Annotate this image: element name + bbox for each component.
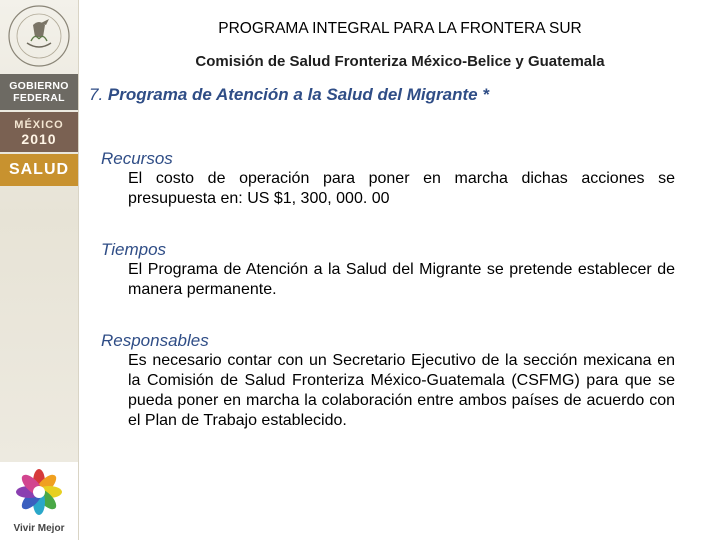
tiempos-block <box>101 240 681 300</box>
salud-badge <box>0 154 78 186</box>
block-heading: Tiempos <box>101 240 167 259</box>
page-subtitle: Comisión de Salud Fronteriza México-Belice y Guatemala <box>195 53 605 70</box>
salud-label: SALUD <box>8 161 70 178</box>
mexican-seal-icon <box>5 3 73 69</box>
block-text: El costo de operación para poner en marcha dichas acciones se presupuesta en: US $1, 300, 000. 00 <box>128 170 675 207</box>
mexico-2010-badge <box>0 112 78 152</box>
recursos-block <box>101 149 681 209</box>
vivir-mejor-flower-icon <box>13 466 65 518</box>
mexico-year: 2010 <box>21 131 57 147</box>
mexico-word: MÉXICO <box>14 119 64 131</box>
section-number: 7. <box>89 85 104 104</box>
vivir-mejor-label: Vivir Mejor <box>13 523 65 534</box>
gobierno-line-1: GOBIERNO <box>9 80 69 92</box>
block-heading: Recursos <box>101 149 173 168</box>
page-title: PROGRAMA INTEGRAL PARA LA FRONTERA SUR <box>218 20 582 37</box>
gobierno-federal-badge <box>0 74 78 110</box>
vivir-mejor-logo <box>0 462 78 540</box>
block-heading: Responsables <box>101 331 209 350</box>
block-text: Es necesario contar con un Secretario Ejecutivo de la sección mexicana en la Comisión de Salud Fronteriza México-Guatemala (CSFMG) para que se pueda poner en marcha la colaboración entre ambos países de acuerdo con el Plan de Trabajo establecido. <box>128 352 675 429</box>
block-text: El Programa de Atención a la Salud del Migrante se pretende establecer de manera permanente. <box>128 261 675 298</box>
gobierno-line-2: FEDERAL <box>13 92 65 104</box>
section-heading <box>89 85 489 105</box>
responsables-block <box>101 331 681 431</box>
section-title-text: Programa de Atención a la Salud del Migrante * <box>107 85 489 104</box>
sidebar <box>0 0 79 540</box>
